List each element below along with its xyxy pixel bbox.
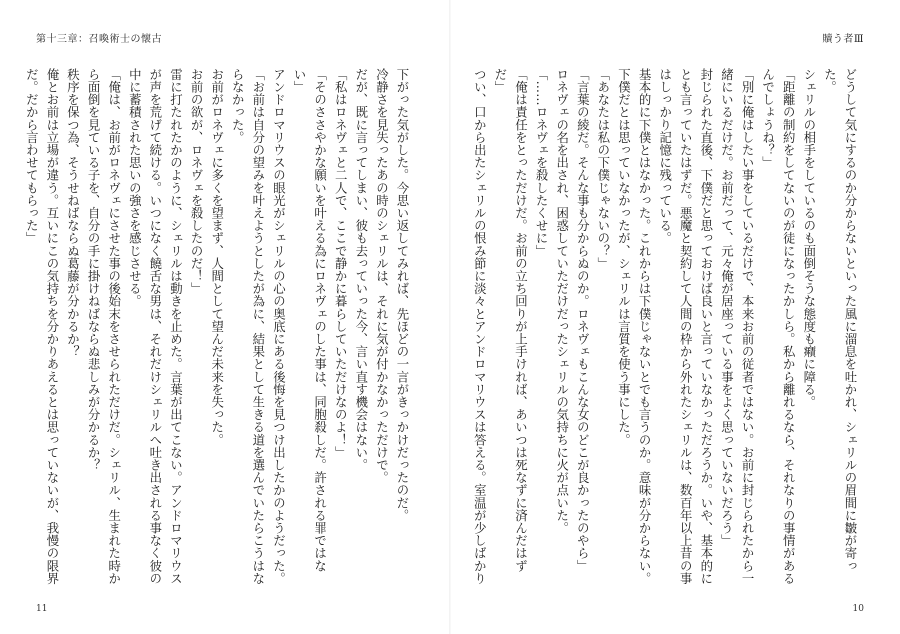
paragraph: アンドロマリウスの眼光がシェリルの心の奥底にある後悔を見つけ出したかのようだった。 xyxy=(271,68,287,585)
paragraph: シェリルの相手をしているのも面倒そうな態度も癪に障る。 xyxy=(801,68,817,409)
paragraph: 雷に打たれたかのように、シェリルは動きを止めた。言葉が出てこない。アンドロマリウスが声を荒げて続ける。いつになく饒舌な男は、それだけシェリルへ吐き出される事なく彼の中に蓄積された思いの強さを感じさせる。 xyxy=(127,68,184,585)
paragraph: 「……ロネヴェを殺したくせに」 xyxy=(534,68,550,257)
paragraph: 「そのささやかな願いを叶える為にロネヴェのした事は、同胞殺しだ。許される罪ではない」 xyxy=(292,68,328,572)
paragraph: 「私はロネヴェと二人で、ここで静かに暮らしていただけなのよ！」 xyxy=(333,68,349,459)
paragraph: 「俺は責任をとっただけだ。お前の立ち回りが上手ければ、あいつは死なずに済んだはずだ」 xyxy=(492,68,529,572)
paragraph: 「お前は自分の望みを叶えようとしたが為に、結果として生きる道を選んでいたらこうはならなかった。 xyxy=(230,68,266,585)
paragraph: 俺とお前は立場が違う。互いにこの気持ちを分かりあえるとは思っていないが、我慢の限界だ。だから言わせてもらった」 xyxy=(24,68,60,585)
right-body-text xyxy=(472,68,860,588)
left-body-text xyxy=(24,68,412,588)
paragraph: お前がロネヴェに多くを望まず、人間として望んだ未来を失った。 xyxy=(209,68,225,446)
paragraph: 冷静さを見失ったあの時のシェリルは、それに気が付かなかっただけで。 xyxy=(374,68,390,484)
paragraph: どうして気にするのか分からないといった風に溜息を吐かれ、シェリルの眉間に皺が寄った。 xyxy=(822,68,858,572)
paragraph: 下がった気がした。今思い返してみれば、先ほどの一言がきっかけだったのだ。 xyxy=(395,68,410,522)
page-number-right: 10 xyxy=(852,604,864,614)
paragraph: お前の欲が、ロネヴェを殺したのだ！」 xyxy=(189,68,205,295)
paragraph: 下僕だとは思っていなかったが、シェリルは言質を使う事にした。 xyxy=(616,68,632,446)
paragraph: 秩序を保つ為、そうせねばならぬ葛藤が分かるか？ xyxy=(65,68,81,358)
paragraph: だが、既に言ってしまい、彼も去っていった今、言い直す機会はない。 xyxy=(353,68,369,472)
page-number-left: 11 xyxy=(36,604,48,614)
paragraph: ロネヴェの名を出され、困惑していただけだったシェリルの気持ちに火が点いた。 xyxy=(554,68,570,535)
paragraph: 基本的に下僕とはなかった。これからは下僕じゃないとでも言うのか。意味が分からない。 xyxy=(637,68,653,585)
paragraph: 「俺は、お前がロネヴェにさせた事の後始末をさせられただけだ。シェリル、生まれた時から面倒を見ている子を、自分の手に掛けねばならぬ悲しみが分かるか？ xyxy=(86,68,122,585)
paragraph: 「別に俺はしたい事をしているだけで、本来お前の従者ではない。お前に封じられたから一緒にいるだけだ。お前だって、元々俺が居座っている事をよく思っていないだろう」 xyxy=(719,68,756,585)
running-head-chapter: 第十三章：召喚術士の懐古 xyxy=(36,34,162,45)
paragraph: 「あなたは私の下僕じゃないの？」 xyxy=(595,68,611,270)
paragraph: 封じられた直後、下僕だと思っておけば良いと言っていなかっただろうか。いや、基本的にとも言っていたはずだ。悪魔と契約して人間の枠から外れたシェリルは、数百年以上昔の事はしっかり記憶に残っている。 xyxy=(657,68,714,585)
running-head-title: 贖う者Ⅲ xyxy=(822,34,864,45)
paragraph: つい、口から出たシェリルの恨み節に淡々とアンドロマリウスは答える。室温が少しばかり xyxy=(472,68,488,585)
paragraph: 「距離の制約をしてないのが徒になったかしら。私から離れるなら、それなりの事情があるんでしょうね？」 xyxy=(760,68,797,585)
right-page xyxy=(450,0,900,634)
paragraph: 「言葉の綾だ。そんな事も分からぬのか。ロネヴェもこんな女のどこが良かったのやら」 xyxy=(575,68,591,572)
